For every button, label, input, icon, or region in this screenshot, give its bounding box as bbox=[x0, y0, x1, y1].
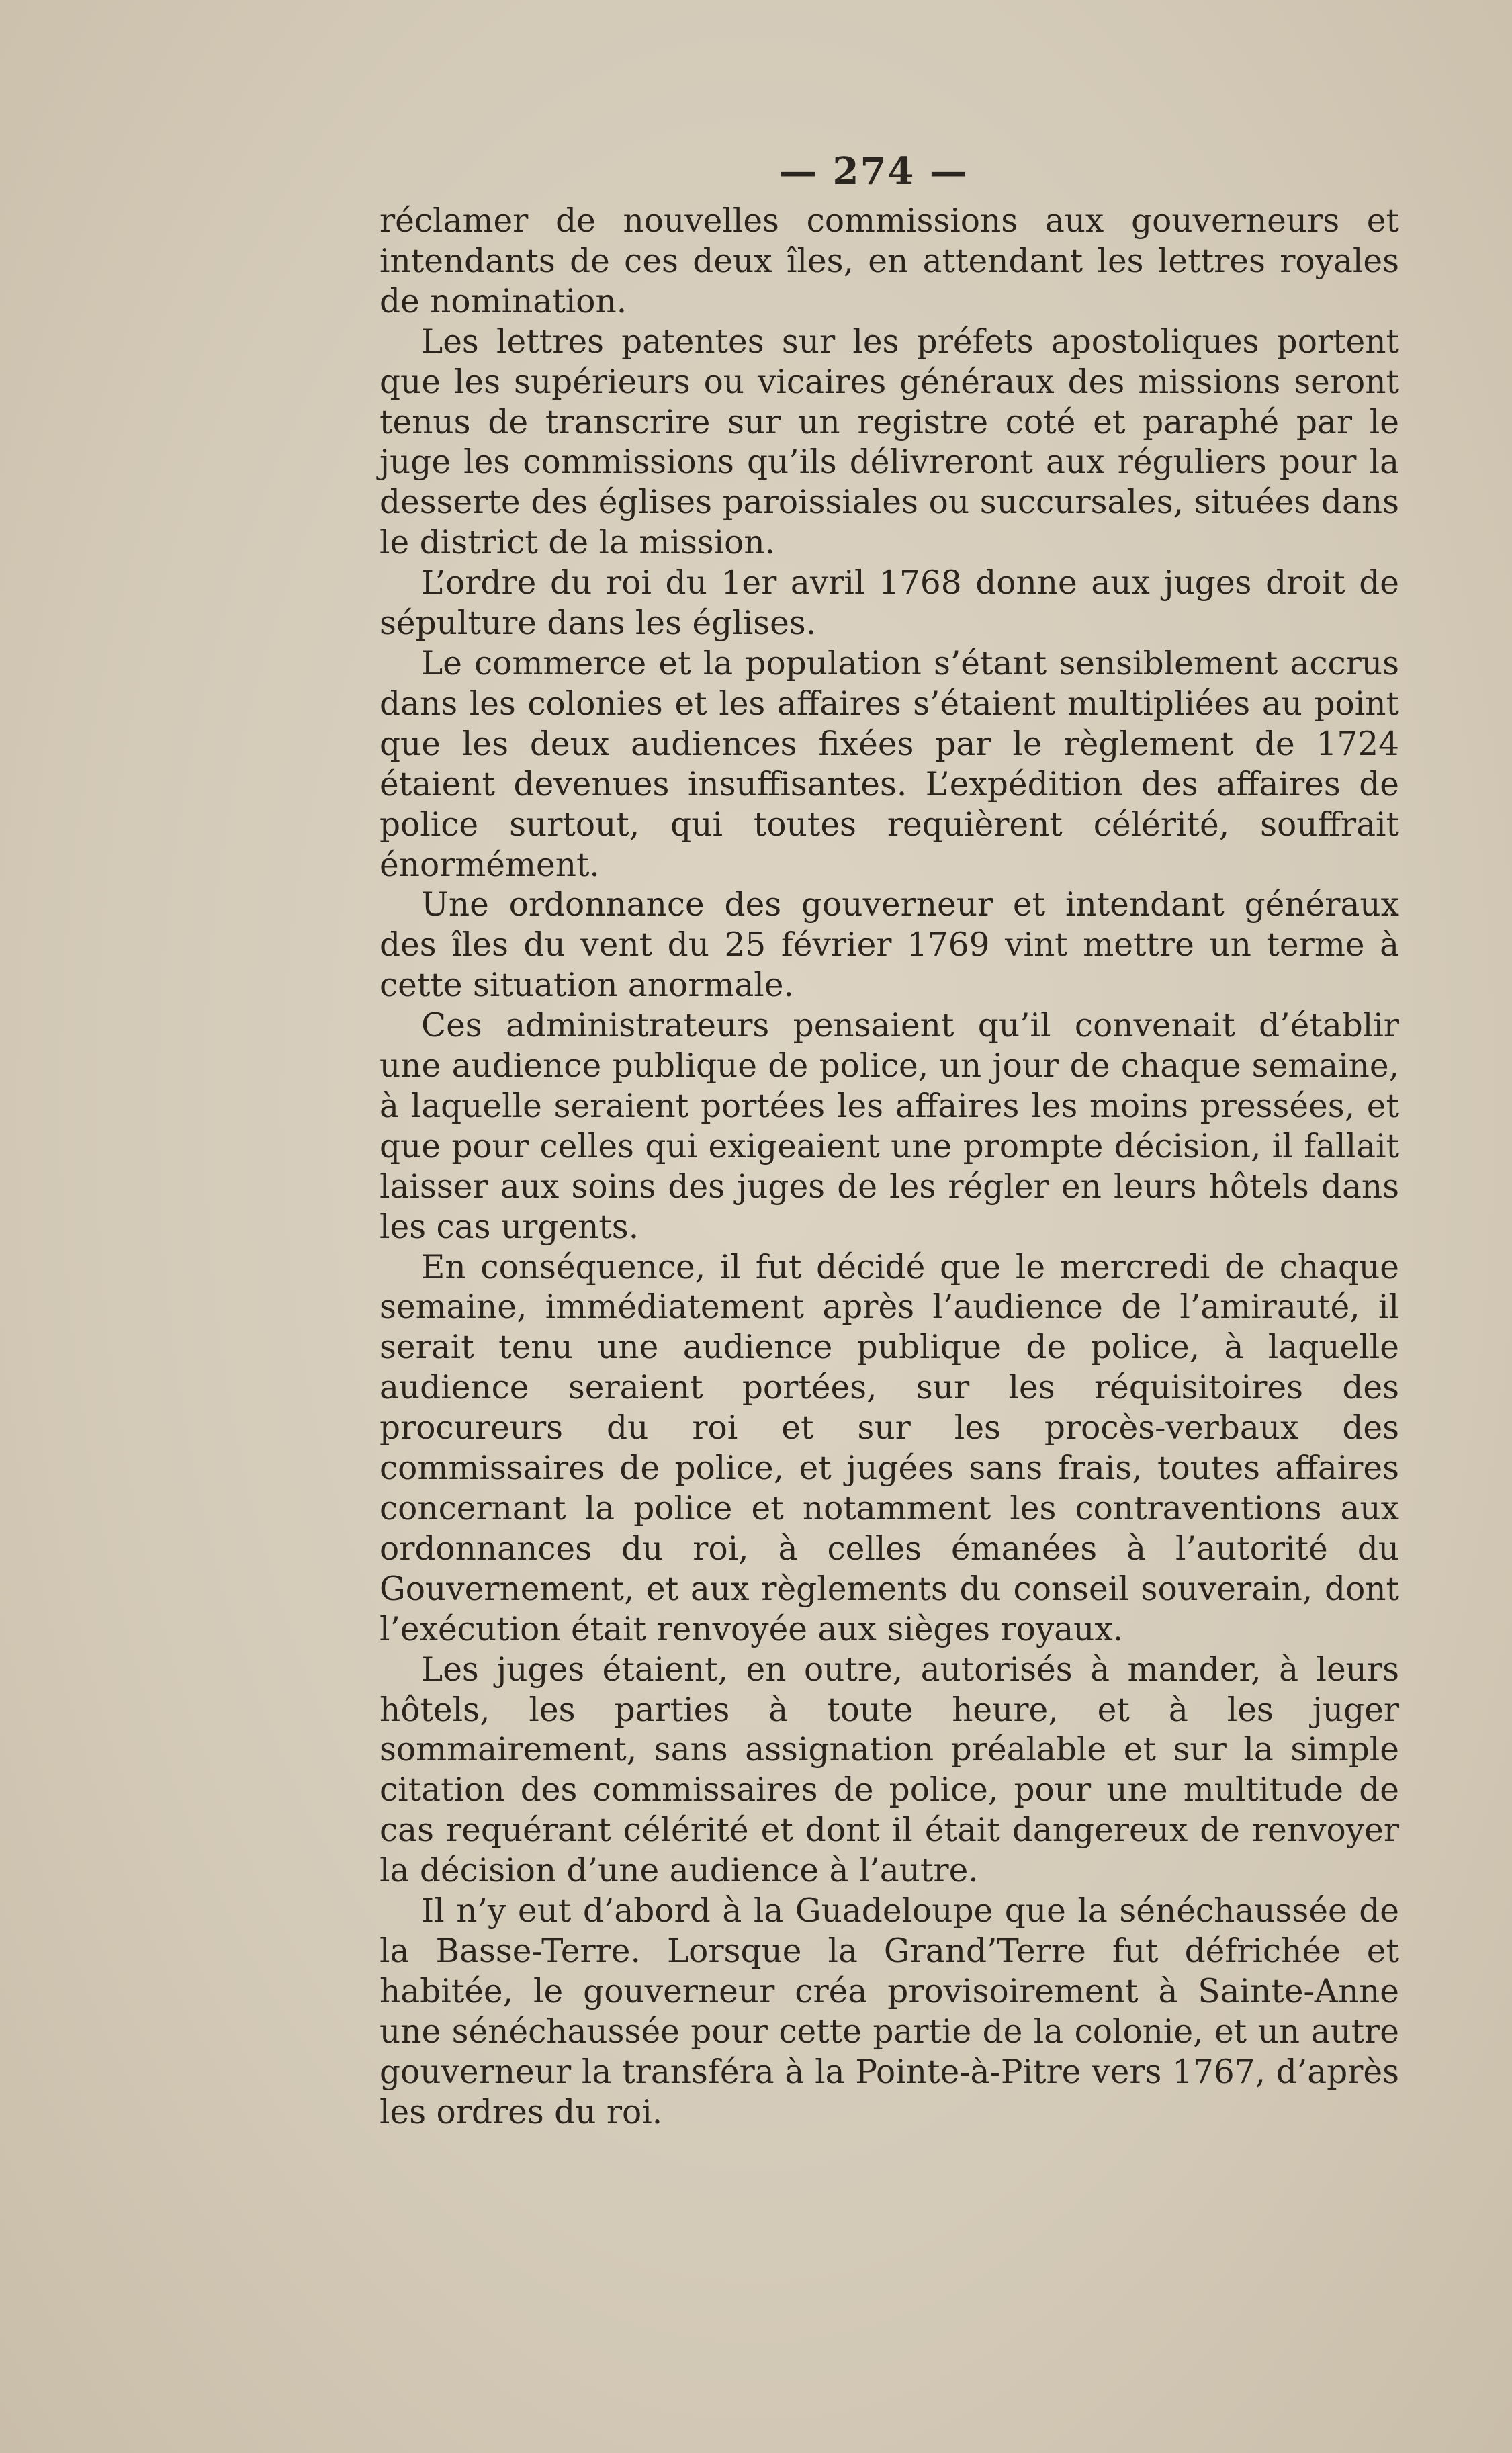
page-number: — 274 — bbox=[779, 149, 969, 193]
paragraph: L’ordre du roi du 1er avril 1768 donne aux juges droit de sépulture dans les églises. bbox=[380, 564, 1399, 643]
paragraph: Le commerce et la population s’étant sensiblement accrus dans les colonies et les affaires s’étaient multipliées au point que les deux audiences fixées par le règlement de 1724 étaient devenues insuffisantes. L’expédition des affaires de police surtout, qui toutes requièrent célérité, souffrait énormément. bbox=[380, 644, 1399, 884]
paragraph: Il n’y eut d’abord à la Guadeloupe que la sénéchaussée de la Basse-Terre. Lorsque la Grand’Terre fut défrichée et habitée, le gouverneur créa provisoirement à Sainte-Anne une sénéchaussée pour cette partie de la colonie, et un autre gouverneur la transféra à la Pointe-à-Pitre vers 1767, d’après les ordres du roi. bbox=[380, 1892, 1399, 2131]
paragraph: Une ordonnance des gouverneur et intendant généraux des îles du vent du 25 février 1769 vint mettre un terme à cette situation anormale. bbox=[380, 886, 1399, 1005]
paragraph: réclamer de nouvelles commissions aux gouverneurs et intendants de ces deux îles, en attendant les lettres royales de nomination. bbox=[380, 202, 1399, 320]
body-text bbox=[380, 202, 1399, 2133]
paragraph: Les juges étaient, en outre, autorisés à mander, à leurs hôtels, les parties à toute heure, et à les juger sommairement, sans assignation préalable et sur la simple citation des commissaires de police, pour une multitude de cas requérant célérité et dont il était dangereux de renvoyer la décision d’une audience à l’autre. bbox=[380, 1650, 1399, 1890]
paragraph: Les lettres patentes sur les préfets apostoliques portent que les supérieurs ou vicaires généraux des missions seront tenus de transcrire sur un registre coté et paraphé par le juge les commissions qu’ils délivreront aux réguliers pour la desserte des églises paroissiales ou succursales, situées dans le district de la mission. bbox=[380, 322, 1399, 562]
paragraph: En conséquence, il fut décidé que le mercredi de chaque semaine, immédiatement après l’audience de l’amirauté, il serait tenu une audience publique de police, à laquelle audience seraient portées, sur les réquisitoires des procureurs du roi et sur les procès-verbaux des commissaires de police, et jugées sans frais, toutes affaires concernant la police et notamment les contraventions aux ordonnances du roi, à celles émanées à l’autorité du Gouvernement, et aux règlements du conseil souverain, dont l’exécution était renvoyée aux sièges royaux. bbox=[380, 1248, 1399, 1648]
paragraph: Ces administrateurs pensaient qu’il convenait d’établir une audience publique de police, un jour de chaque semaine, à laquelle seraient portées les affaires les moins pressées, et que pour celles qui exigeaient une prompte décision, il fallait laisser aux soins des juges de les régler en leurs hôtels dans les cas urgents. bbox=[380, 1007, 1399, 1246]
